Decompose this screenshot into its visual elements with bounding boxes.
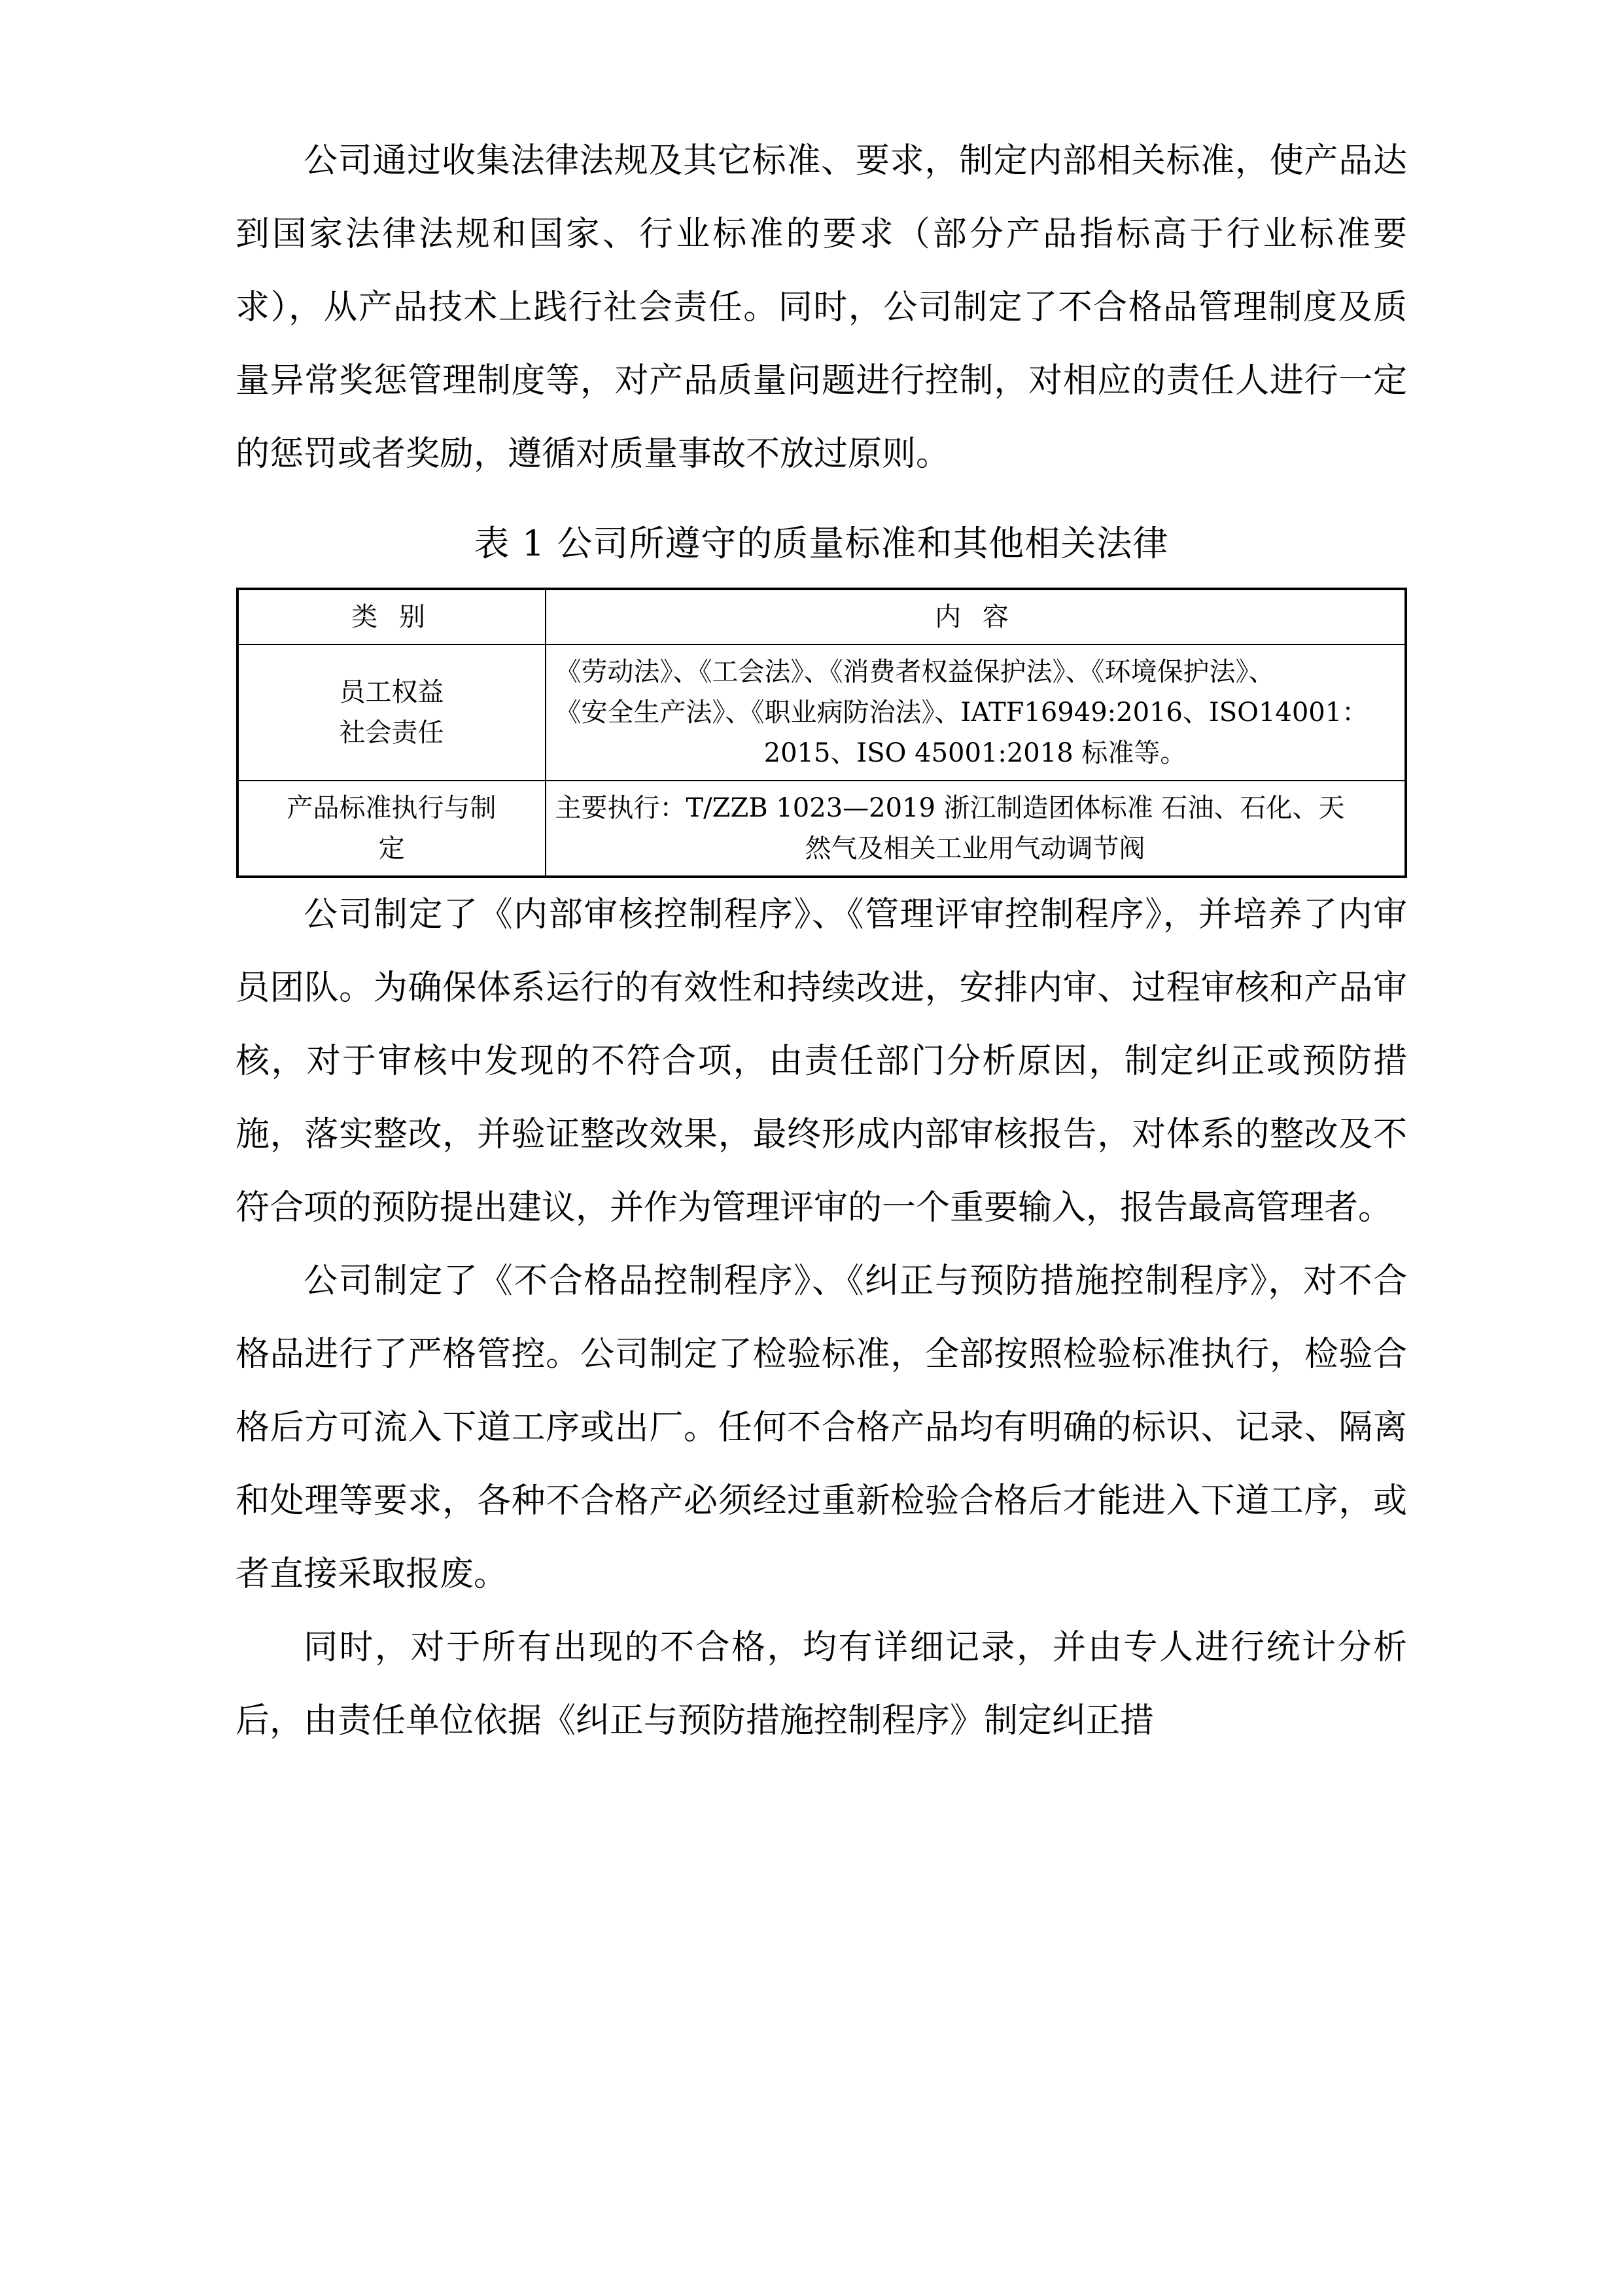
table-cell-category [237, 781, 546, 877]
table-header-row [237, 589, 1406, 645]
table-caption: 表 1 公司所遵守的质量标准和其他相关法律 [474, 523, 1169, 564]
paragraph-internal-audit: 公司制定了《内部审核控制程序》、《管理评审控制程序》，并培养了内审员团队。为确保体系运行的有效性和持续改进，安排内审、过程审核和产品审核，对于审核中发现的不符合项，由责任部门分析原因，制定纠正或预防措施，落实整改，并验证整改效果，最终形成内部审核报告，对体系的整改及不符合项的预防提出建议，并作为管理评审的一个重要输入，报告最高管理者。 [236, 895, 1407, 1227]
table-cell-content [546, 645, 1406, 781]
category-line-1: 员工权益 [339, 677, 444, 707]
table-container [236, 588, 1407, 878]
content-line-1: 《劳动法》、《工会法》、《消费者权益保护法》、《环境保护法》、 [555, 657, 1275, 687]
table-row [237, 781, 1406, 877]
category-line-2: 定 [378, 834, 405, 864]
table-header-content: 内 容 [546, 589, 1406, 645]
category-line-1: 产品标准执行与制 [287, 793, 497, 823]
table-row [237, 645, 1406, 781]
content-line-2: 然气及相关工业用气动调节阀 [805, 834, 1145, 864]
paragraph-records-analysis: 同时，对于所有出现的不合格，均有详细记录，并由专人进行统计分析后，由责任单位依据《纠正与预防措施控制程序》制定纠正措 [236, 1628, 1407, 1740]
table-header-category: 类 别 [237, 589, 546, 645]
table-cell-content [546, 781, 1406, 877]
paragraph-intro: 公司通过收集法律法规及其它标准、要求，制定内部相关标准，使产品达到国家法律法规和国家、行业标准的要求（部分产品指标高于行业标准要求），从产品技术上践行社会责任。同时，公司制定了不合格品管理制度及质量异常奖惩管理制度等，对产品质量问题进行控制，对相应的责任人进行一定的惩罚或者奖励，遵循对质量事故不放过原则。 [236, 141, 1407, 474]
paragraph-nonconforming-control: 公司制定了《不合格品控制程序》、《纠正与预防措施控制程序》，对不合格品进行了严格管控。公司制定了检验标准，全部按照检验标准执行，检验合格后方可流入下道工序或出厂。任何不合格产品均有明确的标识、记录、隔离和处理等要求，各种不合格产必须经过重新检验合格后才能进入下道工序，或者直接采取报废。 [236, 1262, 1407, 1594]
content-line-3: 2015、ISO 45001:2018 标准等。 [763, 738, 1187, 768]
content-line-2: 《安全生产法》、《职业病防治法》、IATF16949:2016、ISO14001： [555, 698, 1369, 728]
table-cell-category [237, 645, 546, 781]
quality-standards-table [236, 588, 1407, 878]
category-line-2: 社会责任 [339, 718, 444, 748]
content-line-1: 主要执行：T/ZZB 1023—2019 浙江制造团体标准 石油、石化、天 [555, 793, 1345, 823]
